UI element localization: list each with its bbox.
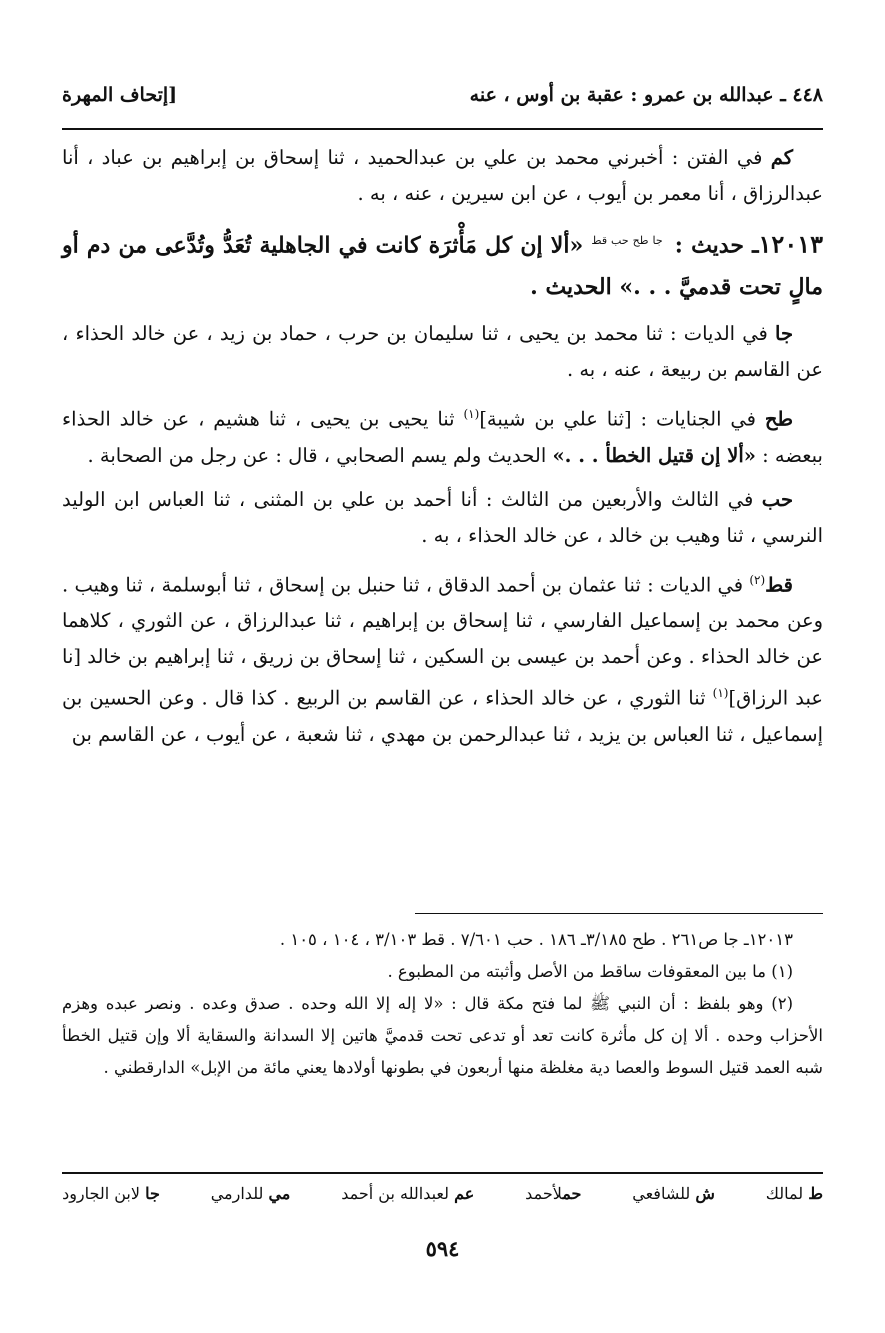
hadith-text: «ألا إن كل مَأْثرَة كانت في الجاهلية تُعَدُّ وتُدَّعى من دم أو مالٍ تحت قدميَّ . . .» الحديث . [62,232,823,301]
paragraph-text: في الثالث والأربعين من الثالث : أنا أحمد بن علي بن المثنى ، ثنا العباس ابن الوليد النرسي ، ثنا وهيب بن خالد ، عن خالد الحذاء ، به . [62,487,823,547]
paragraph-tah [62,396,823,474]
paragraph-qt [62,562,823,753]
hadith-heading [62,220,823,308]
siglum: كم [770,146,794,169]
paragraph-text: ثنا الثوري ، عن خالد الحذاء ، عن القاسم بن الربيع . كذا قال . وعن الحسين بن إسماعيل ، ثنا العباس بن يزيد ، ثنا عبدالرحمن بن مهدي ، ثنا شعبة ، عن أيوب ، عن القاسم بن [62,686,823,746]
siglum: قط [765,573,793,597]
abbreviations-rule [62,1172,823,1174]
footnote-1: (١) ما بين المعقوفات ساقط من الأصل وأثبته من المطبوع . [387,962,793,981]
footnote-rule [415,913,823,914]
abbreviation-item: عم لعبدالله بن أحمد [341,1184,475,1203]
siglum: جا [775,322,793,346]
hadith-label: ـ حديث : [674,232,759,259]
book-title: [إتحاف المهرة [62,84,178,106]
paragraph-text: الحديث ولم يسم الصحابي ، قال : عن رجل من الصحابة . [87,443,553,467]
paragraph-text: في الجنايات : [ثنا علي بن شيبة] [479,407,756,431]
header-rule [62,128,823,130]
abbreviations-legend [62,1184,823,1203]
paragraph-text: في الديات : ثنا محمد بن يحيى ، ثنا سليمان بن حرب ، حماد بن زيد ، عن خالد الحذاء ، عن القاسم بن ربيعة ، عنه ، به . [62,322,823,382]
page-number: ٥٩٤ [425,1236,460,1261]
hadith-number: ١٢٠١٣ [758,229,823,259]
paragraph-hib [62,482,823,554]
siglum: طح [764,407,793,431]
paragraph-text: في الفتن : أخبرني محمد بن علي بن عبدالحميد ، ثنا إسحاق بن إبراهيم بن عباد ، أنا عبدالرزاق ، أنا معمر بن أيوب ، عن ابن سيرين ، عنه ، به . [62,146,823,205]
abbreviation-item: مي للدارمي [210,1184,291,1203]
abbreviation-item: جا لابن الجارود [62,1184,160,1203]
abbreviation-item: حملأحمد [525,1184,582,1203]
footnote-source: ١٢٠١٣ـ جا ص٢٦١ . طح ٣/١٨٥ـ ١٨٦ . حب ٧/٦٠١ . قط ٣/١٠٣ ، ١٠٤ ، ١٠٥ . [279,930,793,949]
abbreviation-item: ش للشافعي [632,1184,715,1203]
paragraph-text: في الديات : ثنا عثمان بن أحمد الدقاق ، ثنا حنبل بن إسحاق ، ثنا أبوسلمة ، ثنا وهيب . وعن محمد بن إسماعيل الفارسي ، ثنا إسحاق بن إبراهيم ، ثنا عبدالرزاق ، عن الثوري ، كلاهما عن خالد الحذاء . وعن أحمد بن عيسى بن السكين ، ثنا إسحاق بن زريق ، ثنا إبراهيم بن خالد [نا عبد الرزاق] [62,573,823,710]
siglum: حب [761,487,793,511]
paragraph-text: ثنا يحيى بن يحيى ، ثنا هشيم ، عن خالد الحذاء ببعضه : [62,407,823,467]
footnote-ref: (١) [463,407,480,422]
running-title: ٤٤٨ ـ عبدالله بن عمرو : عقبة بن أوس ، عنه [469,84,823,106]
footnote-ref: (١) [712,686,729,701]
abbreviation-item: ط لمالك [765,1184,823,1203]
quoted-text: «ألا إن قتيل الخطأ . . .» [552,443,756,467]
main-text [62,140,823,761]
paragraph-ja [62,316,823,388]
footnote-ref: (٢) [749,572,766,587]
running-header [62,84,823,116]
paragraph-kam [62,140,823,212]
hadith-sigla: جا طح حب قط [591,234,663,247]
footnotes [62,924,823,1084]
footnote-2: (٢) وهو بلفظ : أن النبي ﷺ لما فتح مكة قال : «لا إله إلا الله وحده . صدق وعده . ونصر عبده وهزم الأحزاب وحده . ألا إن كل مأثرة كانت تعد أو تدعى تحت قدميَّ هاتين إلا السدانة والسقاية ألا وإن قتيل الخطأ شبه العمد قتيل السوط والعصا دية مغلظة منها أربعون في بطونها أولادها يعني مائة من الإبل» الدارقطني . [62,994,823,1077]
